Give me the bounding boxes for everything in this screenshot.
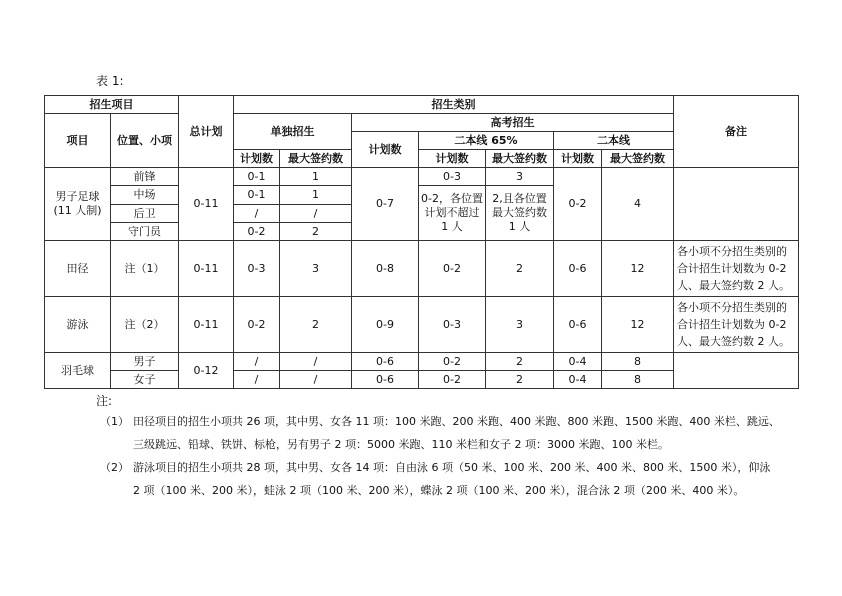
sep-max-cell: / bbox=[280, 353, 352, 371]
l65-max-cell: 3 bbox=[486, 168, 554, 186]
l65-max-line: 1 人 bbox=[508, 220, 531, 233]
header-l2-max: 最大签约数 bbox=[602, 150, 674, 168]
gaokao-plan-cell: 0-7 bbox=[352, 168, 419, 241]
header-line2: 二本线 bbox=[554, 132, 674, 150]
header-l2-plan: 计划数 bbox=[554, 150, 602, 168]
sep-max-cell: / bbox=[280, 371, 352, 389]
sep-max-cell: 2 bbox=[280, 223, 352, 241]
l65-max-line: 最大签约数 bbox=[492, 206, 547, 219]
enrollment-table bbox=[44, 95, 799, 389]
note-number: （1） bbox=[100, 415, 129, 428]
sep-max-cell: / bbox=[280, 205, 352, 223]
sep-max-cell: 1 bbox=[280, 168, 352, 186]
l65-plan-line: 1 人 bbox=[441, 220, 463, 233]
l65-plan-cell: 0-2 bbox=[419, 241, 486, 297]
l65-max-cell: 2 bbox=[486, 353, 554, 371]
total-plan-cell: 0-11 bbox=[179, 297, 234, 353]
l65-plan-line: 计划不超过 bbox=[424, 206, 480, 219]
l65-max-cell: 3 bbox=[486, 297, 554, 353]
l65-max-cell: 2 bbox=[486, 241, 554, 297]
table-row bbox=[45, 241, 799, 297]
l65-plan-cell: 0-3 bbox=[419, 168, 486, 186]
remark-cell bbox=[674, 353, 799, 389]
l65-plan-merged-cell bbox=[419, 186, 486, 241]
header-sep-max: 最大签约数 bbox=[280, 150, 352, 168]
l2-plan-cell: 0-4 bbox=[554, 353, 602, 371]
l2-max-cell: 8 bbox=[602, 371, 674, 389]
position-cell: 女子 bbox=[111, 371, 179, 389]
gaokao-plan-cell: 0-8 bbox=[352, 241, 419, 297]
header-gaokao-plan: 计划数 bbox=[352, 132, 419, 168]
table-row bbox=[45, 297, 799, 353]
header-sep-plan: 计划数 bbox=[234, 150, 280, 168]
note-text: 游泳项目的招生小项共 28 项，其中男、女各 14 项：自由泳 6 项（50 米、100 米、200 米、400 米、800 米、1500 米），仰泳 2 项（100 米、200 米），蛙泳 2 项（100 米、200 米），蝶泳 2 项（100 米、200 米），混合泳 2 项（200 米、400 米）。 bbox=[133, 461, 771, 497]
sep-plan-cell: 0-2 bbox=[234, 297, 280, 353]
sep-max-cell: 3 bbox=[280, 241, 352, 297]
header-line2-65: 二本线 65% bbox=[419, 132, 554, 150]
l2-max-cell: 12 bbox=[602, 297, 674, 353]
sep-max-cell: 2 bbox=[280, 297, 352, 353]
sep-plan-cell: / bbox=[234, 205, 280, 223]
header-total-plan: 总计划 bbox=[179, 96, 234, 168]
football-name2: (11 人制) bbox=[53, 204, 102, 217]
total-plan-cell: 0-11 bbox=[179, 241, 234, 297]
item-name-cell: 田径 bbox=[45, 241, 111, 297]
header-l65-max: 最大签约数 bbox=[486, 150, 554, 168]
l2-plan-cell: 0-2 bbox=[554, 168, 602, 241]
remark-cell bbox=[674, 168, 799, 241]
sep-max-cell: 1 bbox=[280, 186, 352, 205]
table-row bbox=[45, 168, 799, 186]
l2-plan-cell: 0-6 bbox=[554, 297, 602, 353]
sep-plan-cell: / bbox=[234, 353, 280, 371]
header-row-1 bbox=[45, 96, 799, 114]
remark-cell: 各小项不分招生类别的合计招生计划数为 0-2 人、最大签约数 2 人。 bbox=[674, 297, 799, 353]
football-name-cell bbox=[45, 168, 111, 241]
l2-plan-cell: 0-6 bbox=[554, 241, 602, 297]
remark-cell: 各小项不分招生类别的合计招生计划数为 0-2 人、最大签约数 2 人。 bbox=[674, 241, 799, 297]
total-plan-cell: 0-12 bbox=[179, 353, 234, 389]
l2-max-cell: 12 bbox=[602, 241, 674, 297]
header-gaokao: 高考招生 bbox=[352, 114, 674, 132]
position-cell: 中场 bbox=[111, 186, 179, 205]
sep-plan-cell: 0-2 bbox=[234, 223, 280, 241]
l2-plan-cell: 0-4 bbox=[554, 371, 602, 389]
header-position: 位置、小项 bbox=[111, 114, 179, 168]
header-separate: 单独招生 bbox=[234, 114, 352, 150]
note-item bbox=[100, 456, 780, 502]
sep-plan-cell: 0-1 bbox=[234, 168, 280, 186]
header-recruit-item: 招生项目 bbox=[45, 96, 179, 114]
l65-plan-cell: 0-2 bbox=[419, 371, 486, 389]
l65-max-line: 2,且各位置 bbox=[492, 192, 547, 205]
l65-plan-line: 0-2，各位置 bbox=[421, 192, 483, 205]
header-remarks: 备注 bbox=[674, 96, 799, 168]
position-cell: 守门员 bbox=[111, 223, 179, 241]
note-item bbox=[100, 410, 780, 456]
notes-title: 注: bbox=[96, 394, 113, 408]
position-cell: 注（1） bbox=[111, 241, 179, 297]
gaokao-plan-cell: 0-6 bbox=[352, 371, 419, 389]
header-l65-plan: 计划数 bbox=[419, 150, 486, 168]
position-cell: 男子 bbox=[111, 353, 179, 371]
note-text: 田径项目的招生小项共 26 项，其中男、女各 11 项：100 米跑、200 米跑、400 米跑、800 米跑、1500 米跑、400 米栏、跳远、三级跳远、铅球、铁饼、标枪，另有男子 2 项：5000 米跑、110 米栏和女子 2 项：3000 米跑、100 米栏。 bbox=[133, 415, 780, 451]
l65-max-merged-cell bbox=[486, 186, 554, 241]
header-category: 招生类别 bbox=[234, 96, 674, 114]
position-cell: 后卫 bbox=[111, 205, 179, 223]
l65-plan-cell: 0-3 bbox=[419, 297, 486, 353]
note-number: （2） bbox=[100, 461, 129, 474]
l65-max-cell: 2 bbox=[486, 371, 554, 389]
table-caption: 表 1: bbox=[96, 74, 124, 88]
position-cell: 前锋 bbox=[111, 168, 179, 186]
gaokao-plan-cell: 0-6 bbox=[352, 353, 419, 371]
football-name: 男子足球 bbox=[55, 190, 100, 203]
l2-max-cell: 8 bbox=[602, 353, 674, 371]
header-item: 项目 bbox=[45, 114, 111, 168]
total-plan-cell: 0-11 bbox=[179, 168, 234, 241]
table-row bbox=[45, 353, 799, 371]
position-cell: 注（2） bbox=[111, 297, 179, 353]
sep-plan-cell: 0-3 bbox=[234, 241, 280, 297]
item-name-cell: 羽毛球 bbox=[45, 353, 111, 389]
item-name-cell: 游泳 bbox=[45, 297, 111, 353]
gaokao-plan-cell: 0-9 bbox=[352, 297, 419, 353]
l65-plan-cell: 0-2 bbox=[419, 353, 486, 371]
l2-max-cell: 4 bbox=[602, 168, 674, 241]
sep-plan-cell: 0-1 bbox=[234, 186, 280, 205]
sep-plan-cell: / bbox=[234, 371, 280, 389]
